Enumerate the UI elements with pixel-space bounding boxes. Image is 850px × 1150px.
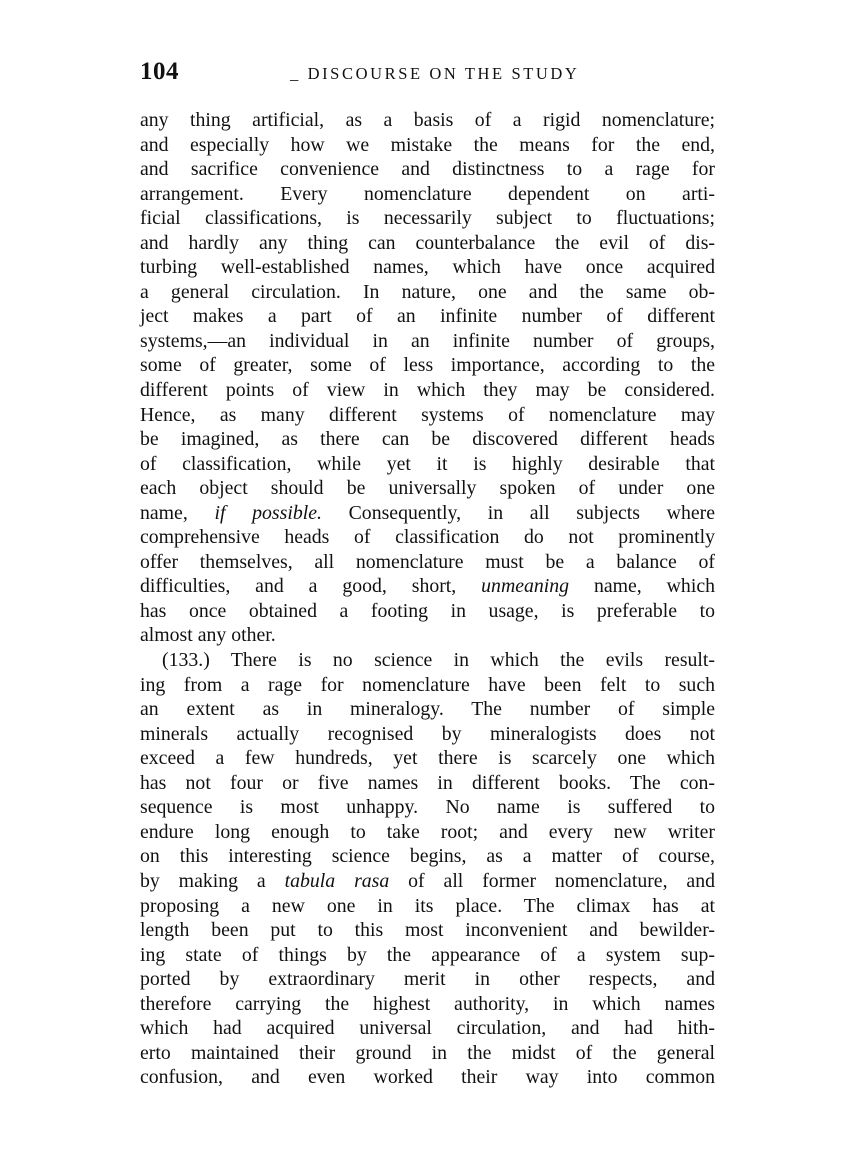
text-line: ing state of things by the appearance of a system sup- <box>140 943 715 966</box>
text-segment: difficulties, and a good, short, <box>140 575 482 598</box>
text-line: and sacrifice convenience and distinctness to a rage for <box>140 158 715 181</box>
page-number: 104 <box>140 58 179 85</box>
text-line: proposing a new one in its place. The climax has at <box>140 894 715 917</box>
text-line: minerals actually recognised by mineralogists does not <box>140 722 715 745</box>
text-line: and especially how we mistake the means for the end, <box>140 133 715 156</box>
text-segment: name, which <box>569 575 715 598</box>
text-line: any thing artificial, as a basis of a rigid nomenclature; <box>140 109 715 131</box>
text-line-with-italic <box>140 501 715 526</box>
italic-phrase: tabula rasa <box>284 869 390 892</box>
text-line: has once obtained a footing in usage, is preferable to <box>140 599 715 622</box>
paragraph-first-line <box>140 648 715 673</box>
text-line: ficial classifications, is necessarily subject to fluctuations; <box>140 207 715 230</box>
text-line: systems,—an individual in an infinite number of groups, <box>140 329 715 352</box>
text-line: offer themselves, all nomenclature must be a balance of <box>140 550 715 573</box>
text-line: Hence, as many different systems of nomenclature may <box>140 403 715 426</box>
text-line: sequence is most unhappy. No name is suffered to <box>140 796 715 819</box>
text-line: turbing well-established names, which have once acquired <box>140 256 715 279</box>
text-line: therefore carrying the highest authority, in which names <box>140 992 715 1015</box>
text-segment: name, <box>140 501 215 524</box>
text-line: ported by extraordinary merit in other respects, and <box>140 968 715 991</box>
text-line: a general circulation. In nature, one and the same ob- <box>140 280 715 303</box>
text-line: of classification, while yet it is highly desirable that <box>140 452 715 475</box>
text-segment: of all former nomenclature, and <box>389 869 715 892</box>
text-line: different points of view in which they may be considered. <box>140 379 715 402</box>
text-line: length been put to this most inconvenient and bewilder- <box>140 919 715 942</box>
text-line: ject makes a part of an infinite number of different <box>140 305 715 328</box>
text-line: arrangement. Every nomenclature dependent on arti- <box>140 182 715 205</box>
running-head: _ DISCOURSE ON THE STUDY <box>290 64 580 83</box>
text-line: confusion, and even worked their way into common <box>140 1066 715 1089</box>
text-line: an extent as in mineralogy. The number of simple <box>140 698 715 721</box>
text-line: almost any other. <box>140 624 276 647</box>
italic-word: unmeaning <box>481 575 570 598</box>
text-line: on this interesting science begins, as a matter of course, <box>140 845 715 868</box>
text-line: some of greater, some of less importance, according to the <box>140 354 715 377</box>
text-line: has not four or five names in different books. The con- <box>140 771 715 794</box>
text-line: each object should be universally spoken of under one <box>140 477 715 500</box>
text-line: exceed a few hundreds, yet there is scarcely one which <box>140 747 715 770</box>
text-segment: by making a <box>140 869 285 892</box>
italic-phrase: if possible. <box>214 501 322 524</box>
text-line: which had acquired universal circulation, and had hith- <box>140 1017 715 1040</box>
text-line-with-italic <box>140 574 715 599</box>
text-line-with-italic <box>140 869 715 894</box>
text-line: erto maintained their ground in the midst of the general <box>140 1041 715 1064</box>
text-segment: There is no science in which the evils result- <box>209 649 715 672</box>
text-line: comprehensive heads of classification do not prominently <box>140 526 715 549</box>
section-number: (133.) <box>162 649 210 672</box>
text-line: be imagined, as there can be discovered different heads <box>140 428 715 451</box>
text-line: endure long enough to take root; and every new writer <box>140 820 715 843</box>
body-text <box>140 108 715 1090</box>
text-line: and hardly any thing can counterbalance the evil of dis- <box>140 231 715 254</box>
text-line: ing from a rage for nomenclature have been felt to such <box>140 673 715 696</box>
text-segment: Consequently, in all subjects where <box>321 501 715 524</box>
page-header <box>140 58 715 92</box>
